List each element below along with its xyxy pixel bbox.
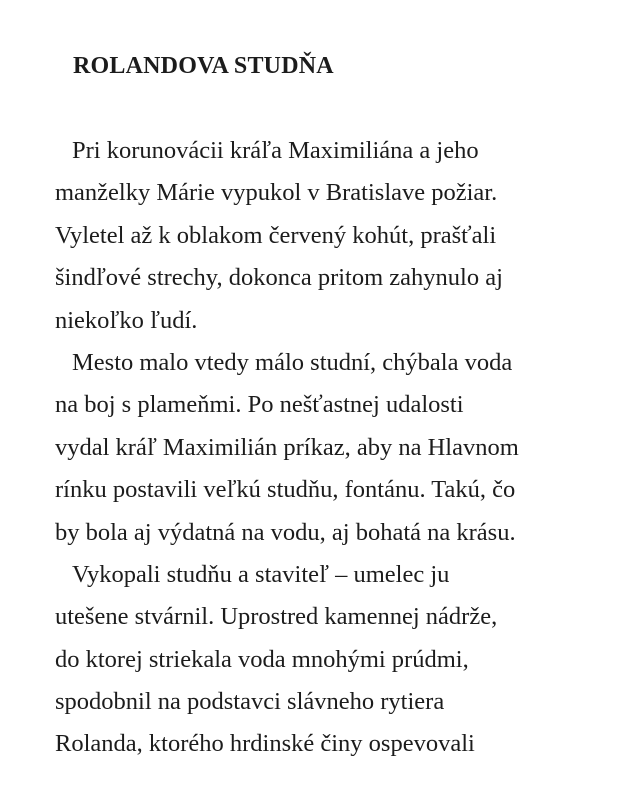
- text-line: niekoľko ľudí.: [55, 306, 198, 334]
- text-line: do ktorej striekala voda mnohými prúdmi,: [55, 645, 469, 673]
- text-line: Vykopali studňu a staviteľ – umelec ju: [72, 560, 450, 588]
- text-line: manželky Márie vypukol v Bratislave požiar.: [55, 179, 498, 207]
- text-line: Pri korunovácii kráľa Maximiliána a jeho: [72, 137, 479, 164]
- text-line: Mesto malo vtedy málo studní, chýbala voda: [72, 348, 513, 376]
- text-line: Vyletel až k oblakom červený kohút, prašťali: [55, 221, 497, 249]
- text-line: šindľové strechy, dokonca pritom zahynulo aj: [55, 264, 503, 292]
- text-line: Rolanda, ktorého hrdinské činy ospevovali: [55, 730, 475, 758]
- page-title: ROLANDOVA STUDŇA: [73, 53, 334, 79]
- paragraph-2: [55, 342, 615, 554]
- paragraph-1: [55, 130, 615, 342]
- paragraph-3: [55, 554, 615, 766]
- text-line: by bola aj výdatná na vodu, aj bohatá na krásu.: [55, 518, 516, 546]
- text-line: rínku postavili veľkú studňu, fontánu. Takú, čo: [55, 476, 516, 504]
- text-line: utešene stvárnil. Uprostred kamennej nádrže,: [55, 603, 498, 631]
- text-line: spodobnil na podstavci slávneho rytiera: [55, 688, 445, 716]
- text-line: na boj s plameňmi. Po nešťastnej udalosti: [55, 391, 464, 419]
- body-text: [55, 130, 615, 766]
- text-line: vydal kráľ Maximilián príkaz, aby na Hlavnom: [55, 433, 519, 461]
